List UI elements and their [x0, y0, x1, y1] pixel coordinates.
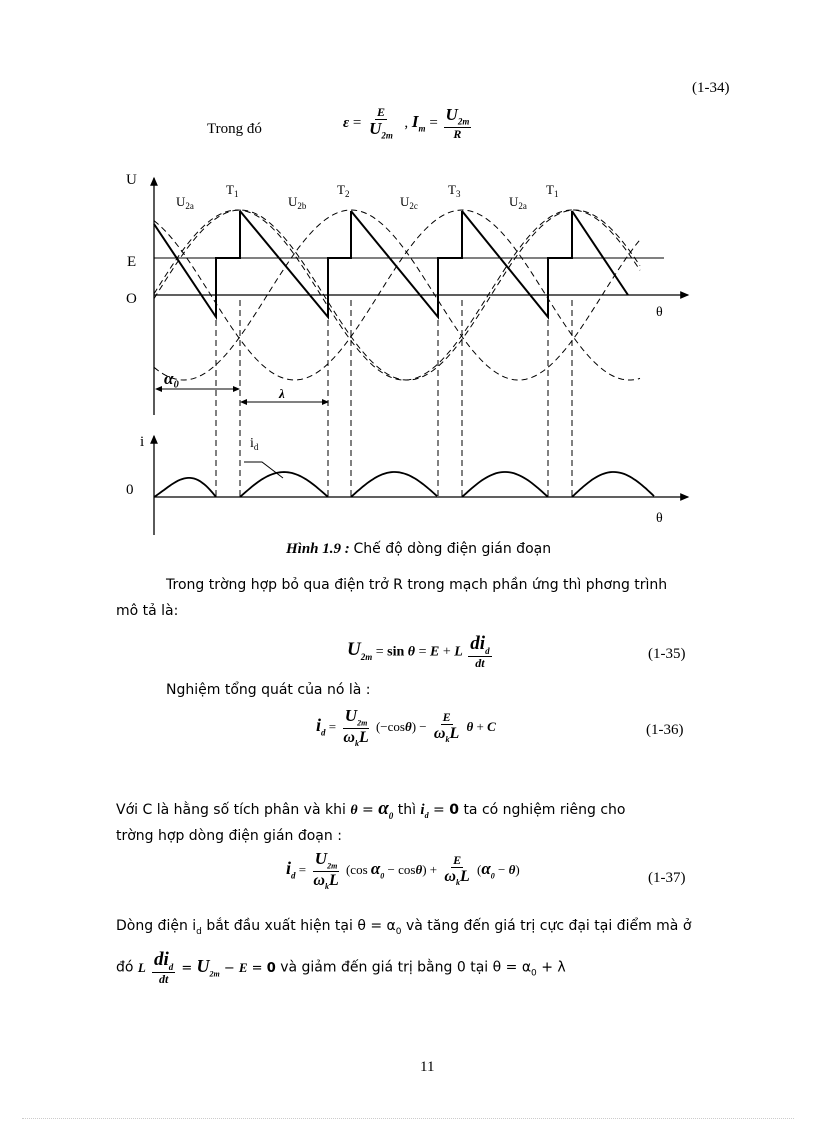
- equation-1-35: $U_{2m} = \sin \theta = E + L$ $\frac{di_d}{dt}$: [347, 633, 490, 671]
- paragraph-3-a: Với C là hằng số tích phân và khi: [116, 802, 346, 818]
- origin-label: O: [126, 291, 137, 307]
- paragraph-3-c: ta có nghiệm riêng cho: [463, 802, 626, 818]
- page-number: 11: [420, 1059, 435, 1075]
- phase-label: $U_{2c}$: [400, 194, 418, 211]
- formula-epsilon-im: ε = $\frac{E}{U_{2m}}$ , $I_m$ = $\frac{U_{2m}}{R}$: [343, 105, 470, 141]
- paragraph-1-line2: mô tả là:: [116, 603, 179, 619]
- i-axis-label: i: [140, 434, 145, 450]
- paragraph-4: Dòng điện $i_d$ bắt đầu xuất hiện tại $\theta = \alpha_0$ và tăng đến giá trị cực đại tại điểm mà ở: [116, 918, 692, 937]
- paragraph-5: đó L $\frac{di_d}{dt}$ = $U_{2m} - E = 0$ và giảm đến giá trị bằng 0 tại $\theta = \alpha_0 + \lambda$: [116, 949, 566, 987]
- phase-label: $U_{2a}$: [176, 194, 194, 211]
- thyristor-label: $T_1$: [226, 182, 239, 199]
- equation-number-1-36: (1-36): [646, 722, 684, 738]
- id-label: $i_d$: [250, 436, 259, 452]
- trong-do-label: Trong đó: [207, 121, 262, 137]
- theta-label: θ: [656, 305, 663, 320]
- current-waveform: [154, 472, 654, 497]
- thyristor-label: $T_2$: [337, 182, 350, 199]
- footer-divider: [22, 1118, 794, 1119]
- equation-number-1-37: (1-37): [648, 870, 686, 886]
- paragraph-2: Nghiệm tổng quát của nó là :: [166, 682, 371, 698]
- paragraph-1-line1: Trong trờng hợp bỏ qua điện trở R trong mạch phần ứng thì phơng trình: [166, 577, 668, 593]
- waveform-diagram: [0, 0, 816, 560]
- phase-label: $U_{2a}$: [509, 194, 527, 211]
- equation-1-37: $i_d$ = $\frac{U_{2m}}{\omega_kL}$ (cos $\alpha_0 - \cos\theta$) + $\frac{E}{\omega_kL}$ $(\alpha_0 - \theta)$: [286, 849, 520, 891]
- caption-text: Chế độ dòng điện gián đoạn: [353, 541, 552, 557]
- thyristor-label: $T_3$: [448, 182, 461, 199]
- alpha0-label: α₀: [164, 369, 180, 388]
- paragraph-3-line2: trờng hợp dòng điện gián đoạn :: [116, 828, 342, 844]
- caption-label: Hình 1.9 :: [286, 541, 350, 557]
- thyristor-label: $T_1$: [546, 182, 559, 199]
- equation-1-36: $i_d$ = $\frac{U_{2m}}{\omega_kL}$ (−cosθ) − $\frac{E}{\omega_kL}$ θ + C: [316, 706, 496, 748]
- i-origin-label: 0: [126, 482, 134, 498]
- figure-caption: [286, 541, 551, 558]
- equation-number-1-34: (1-34): [692, 80, 730, 96]
- id-pointer: [244, 462, 283, 478]
- phase-label: $U_{2b}$: [288, 194, 307, 211]
- e-label: E: [127, 254, 137, 270]
- paragraph-3-b: thì: [397, 802, 416, 818]
- u-axis-label: U: [126, 172, 137, 188]
- theta-label-2: θ: [656, 511, 663, 526]
- paragraph-3-line1: Với C là hằng số tích phân và khi $\theta = \alpha_0$ thì $i_d = 0$ ta có nghiệm riêng cho: [116, 798, 626, 821]
- equation-number-1-35: (1-35): [648, 646, 686, 662]
- lambda-label: λ: [279, 386, 285, 401]
- output-voltage-waveform: [154, 211, 628, 317]
